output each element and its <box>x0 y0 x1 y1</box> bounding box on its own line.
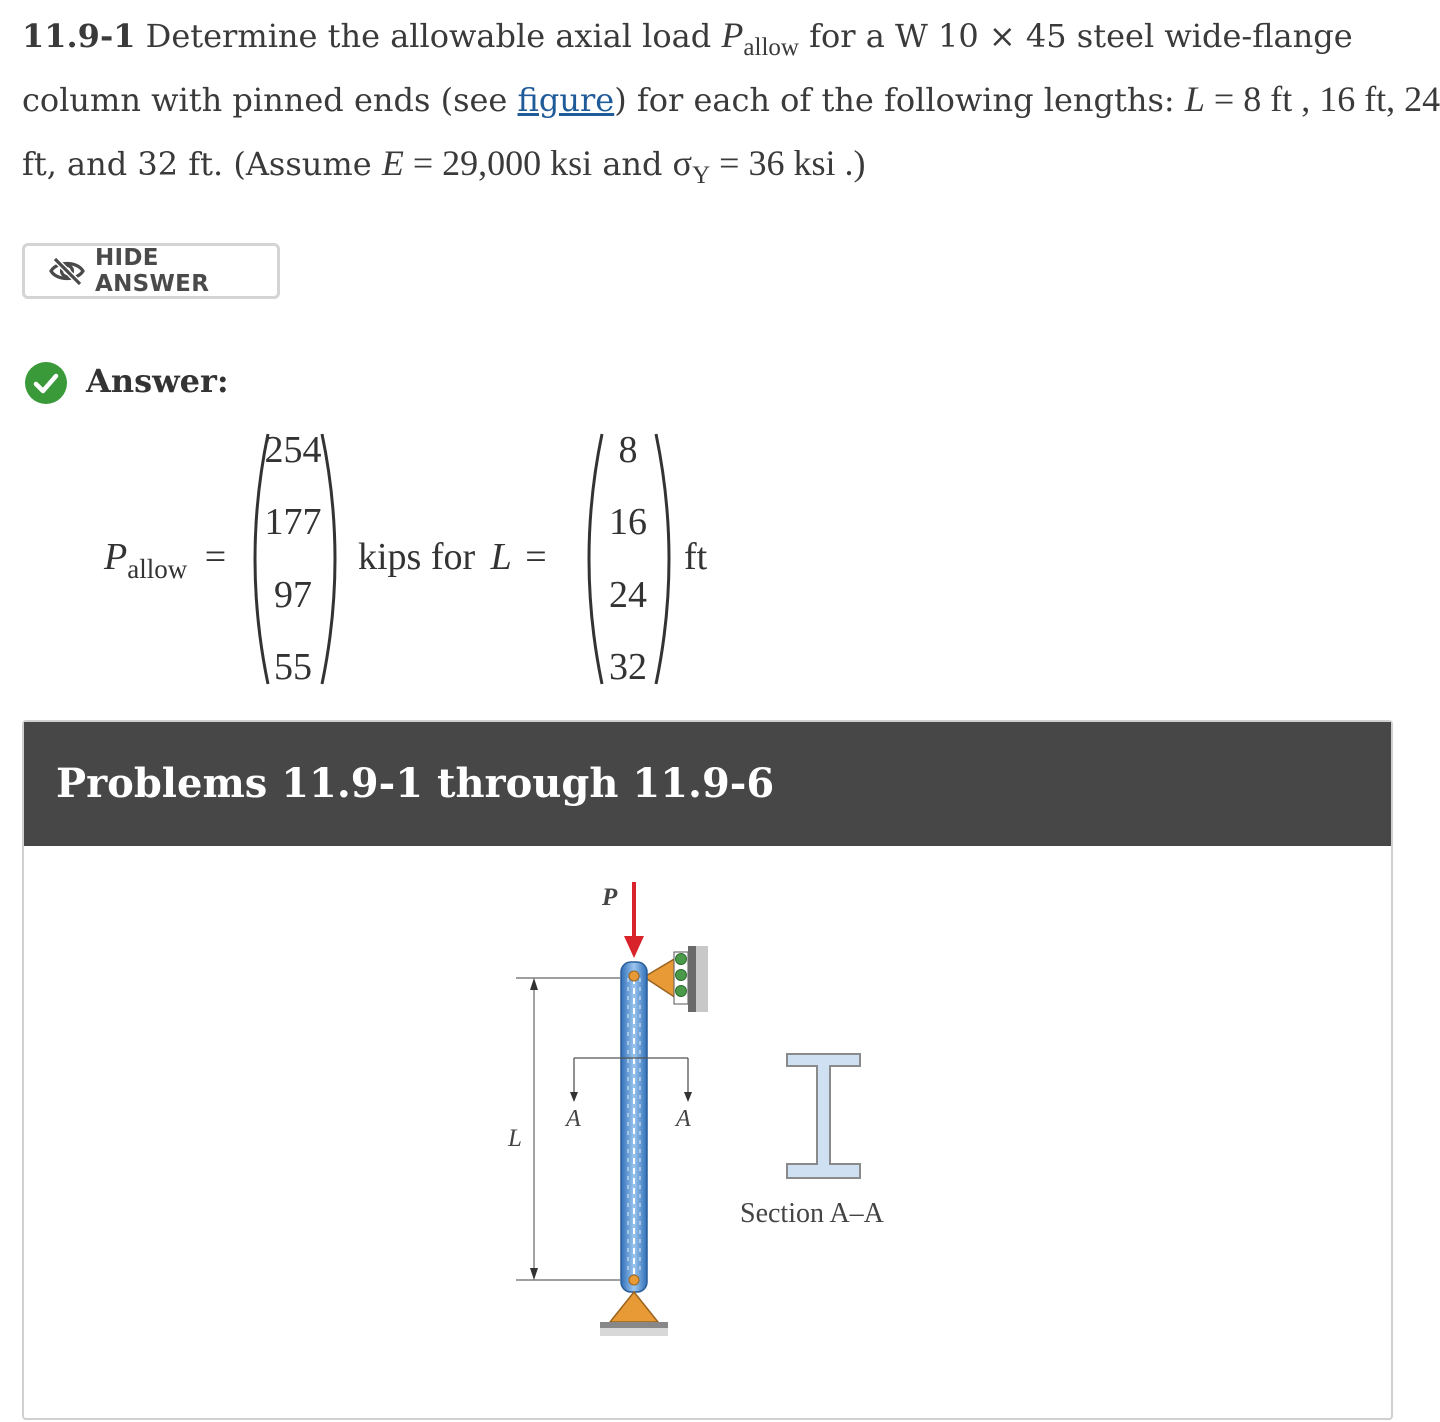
section-mark-right: A <box>676 1106 691 1132</box>
length-value: 8 <box>618 429 638 471</box>
problem-line-3 <box>22 142 865 190</box>
problem-text: ft, and 32 ft. (Assume <box>22 145 372 183</box>
unit-ft: ft <box>684 536 708 578</box>
section-caption: Section A–A <box>740 1198 884 1229</box>
load-label: P <box>602 884 618 911</box>
load-value: 55 <box>274 646 312 688</box>
hide-answer-button[interactable] <box>22 243 280 299</box>
yield-stress-value: $\sigma_Y = 36$ ksi .) <box>672 143 866 189</box>
length-value: 16 <box>609 501 647 543</box>
check-icon <box>24 361 68 405</box>
problem-text: and <box>602 145 663 183</box>
modulus-value: E = 29,000 ksi <box>381 143 593 183</box>
figure-panel-title: Problems 11.9-1 through 11.9-6 <box>56 760 775 807</box>
eye-slash-icon <box>49 256 85 286</box>
load-value: 254 <box>264 429 322 471</box>
p-allow-symbol: $P_{allow}$ <box>721 15 799 61</box>
top-roller-support <box>644 946 708 1012</box>
column-diagram <box>24 722 1395 1422</box>
load-value: 97 <box>274 574 312 616</box>
length-list: L = 8 ft , 16 ft, 24 <box>1184 79 1440 119</box>
length-value: 32 <box>609 646 647 688</box>
kips-for-text: kips for L = <box>358 536 547 578</box>
problem-number: 11.9-1 <box>22 17 136 55</box>
problem-text: ) for each of the following lengths: <box>614 81 1175 119</box>
problem-line-2 <box>22 78 1440 120</box>
answer-title: Answer: <box>86 362 229 400</box>
p-allow-lhs: $P_{allow}$ = <box>104 536 227 584</box>
wide-flange-section <box>787 1054 860 1178</box>
section-mark-left: A <box>566 1106 581 1132</box>
problem-line-1 <box>22 14 1353 62</box>
problem-text: Determine the allowable axial load <box>145 17 712 55</box>
length-value: 24 <box>609 574 647 616</box>
column <box>621 962 647 1292</box>
length-label: L <box>508 1125 522 1152</box>
load-value: 177 <box>264 501 322 543</box>
problem-text: for a W 10 × 45 steel wide-flange <box>809 17 1353 55</box>
problem-text: column with pinned ends (see <box>22 81 508 119</box>
hide-answer-label: HIDE ANSWER <box>95 245 210 297</box>
load-arrow <box>624 882 644 958</box>
bottom-pin-support <box>600 1292 668 1336</box>
figure-link[interactable]: figure <box>517 81 615 119</box>
figure-panel <box>22 720 1393 1420</box>
